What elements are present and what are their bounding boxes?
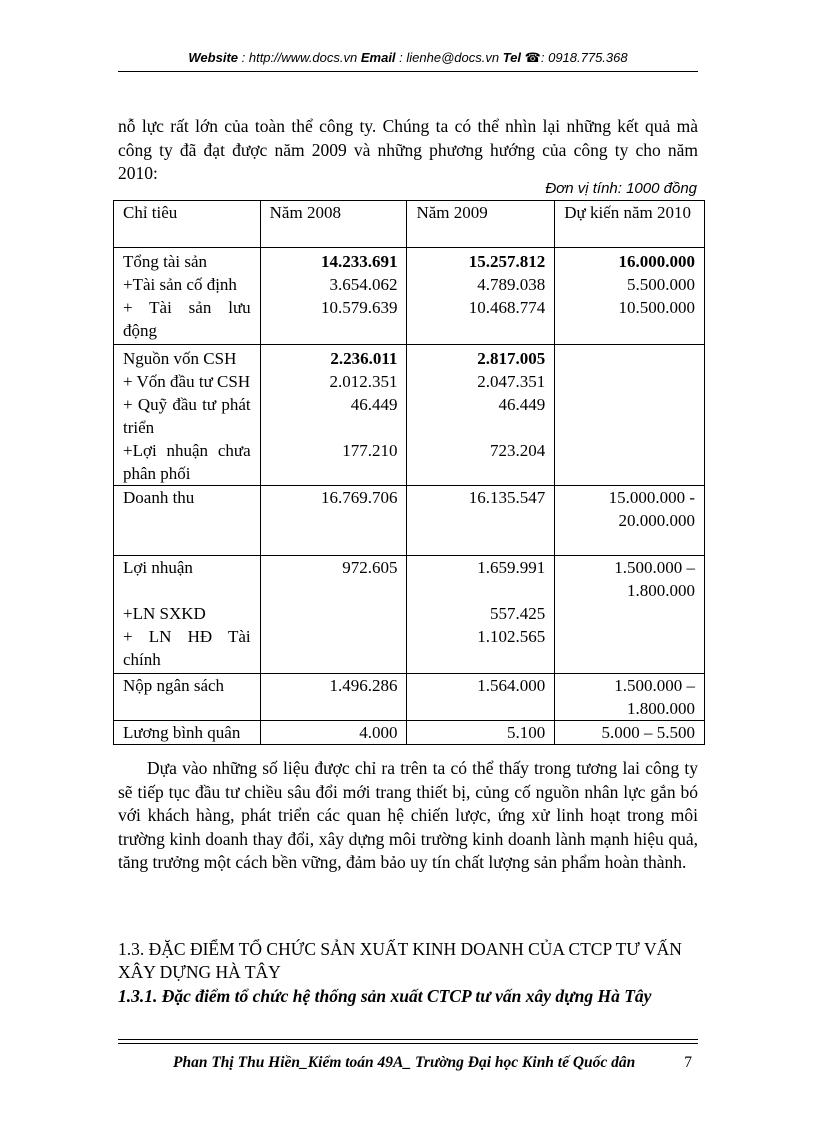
empty-cell [555,370,705,393]
table-row [114,721,705,745]
page-header [0,50,816,66]
revenue-label: Doanh thu [114,486,261,556]
table-row [114,370,705,393]
equity-total-2008: 2.236.011 [260,345,407,371]
empty-cell [555,393,705,439]
assets-current-2009: 10.468.774 [407,296,555,345]
table-row [114,674,705,721]
equity-fund-2008: 46.449 [260,393,407,439]
phone-icon: ☎ [524,50,541,65]
budget-2010-to: 1.800.000 [627,699,695,718]
empty-cell [260,602,407,625]
equity-fund-label: + Quỹ đầu tư phát triển [114,393,261,439]
profit-2008: 972.605 [260,556,407,603]
table-row [114,296,705,345]
salary-2008: 4.000 [260,721,407,745]
website-url[interactable]: : http://www.docs.vn [241,50,358,65]
assets-total-2008: 14.233.691 [260,248,407,274]
profit-2010-from: 1.500.000 – [614,558,695,577]
assets-current-2008: 10.579.639 [260,296,407,345]
table-row [114,273,705,296]
assets-total-label: Tổng tài sản [114,248,261,274]
assets-fixed-2010: 5.500.000 [555,273,705,296]
financial-table [113,200,705,745]
table-row [114,248,705,274]
revenue-2010-from: 15.000.000 - [608,488,695,507]
footer-divider-top [118,1039,698,1040]
revenue-2008: 16.769.706 [260,486,407,556]
equity-invest-2008: 2.012.351 [260,370,407,393]
profit-sxkd-2009: 557.425 [407,602,555,625]
profit-2010-to: 1.800.000 [627,581,695,600]
profit-label: Lợi nhuận [114,556,261,603]
equity-retained-label: +Lợi nhuận chưa phân phối [114,439,261,486]
equity-invest-label: + Vốn đầu tư CSH [114,370,261,393]
email-address[interactable]: : lienhe@docs.vn [399,50,500,65]
assets-current-label: + Tài sản lưu động [114,296,261,345]
table-row [114,486,705,556]
budget-2009: 1.564.000 [407,674,555,721]
conclusion-paragraph: Dựa vào những số liệu được chỉ ra trên ta có thể thấy trong tương lai công ty sẽ tiếp tục đầu tư chiều sâu đổi mới trang thiết bị, củng cố nguồn nhân lực gắn bó với khách hàng, phát triển các quan hệ chiến lược, ứng xử linh hoạt trong môi trường kinh doanh thay đổi, xây dựng môi trường kinh doanh lành mạnh hiệu quả, tăng trưởng một cách bền vững, đảm bảo uy tín chất lượng sản phẩm hoàn thành. [118,758,698,872]
assets-fixed-label: +Tài sản cố định [114,273,261,296]
salary-2009: 5.100 [407,721,555,745]
equity-total-label: Nguồn vốn CSH [114,345,261,371]
table-header-row [114,201,705,248]
subsection-heading: 1.3.1. Đặc điểm tổ chức hệ thống sản xuất CTCP tư vấn xây dựng Hà Tây [118,986,652,1006]
tel-number: : 0918.775.368 [540,50,628,65]
website-label: Website [188,50,238,65]
equity-retained-2008: 177.210 [260,439,407,486]
empty-cell [555,345,705,371]
table-row [114,393,705,439]
email-label: Email [360,50,396,65]
intro-paragraph: nỗ lực rất lớn của toàn thể công ty. Chúng ta có thể nhìn lại những kết quả mà công ty đã đạt được năm 2009 và những phương hướng của công ty cho năm 2010: [118,116,698,183]
header-cell: Năm 2008 [260,201,407,248]
assets-current-2010: 10.500.000 [555,296,705,345]
header-divider [118,71,698,72]
unit-note: Đơn vị tính: 1000 đồng [545,180,697,197]
empty-cell [260,625,407,674]
salary-label: Lương bình quân [114,721,261,745]
table-row [114,602,705,625]
assets-fixed-2009: 4.789.038 [407,273,555,296]
table-row [114,345,705,371]
budget-2010 [555,674,705,721]
header-cell: Năm 2009 [407,201,555,248]
profit-2010 [555,556,705,603]
equity-fund-2009: 46.449 [407,393,555,439]
assets-fixed-2008: 3.654.062 [260,273,407,296]
profit-fin-label: + LN HĐ Tài chính [114,625,261,674]
revenue-2010 [555,486,705,556]
header-cell: Dự kiến năm 2010 [555,201,705,248]
assets-total-2009: 15.257.812 [407,248,555,274]
table-row [114,625,705,674]
assets-total-2010: 16.000.000 [555,248,705,274]
empty-cell [555,625,705,674]
equity-retained-2009: 723.204 [407,439,555,486]
section-heading: 1.3. ĐẶC ĐIỂM TỔ CHỨC SẢN XUẤT KINH DOANH CỦA CTCP TƯ VẤN XÂY DỰNG HÀ TÂY [118,939,682,982]
budget-2010-from: 1.500.000 – [614,676,695,695]
tel-label: Tel [502,50,522,65]
profit-2009: 1.659.991 [407,556,555,603]
profit-sxkd-label: +LN SXKD [114,602,261,625]
equity-total-2009: 2.817.005 [407,345,555,371]
profit-fin-2009: 1.102.565 [407,625,555,674]
footer-divider-bottom [118,1043,698,1044]
table-row [114,439,705,486]
equity-invest-2009: 2.047.351 [407,370,555,393]
table-row [114,556,705,603]
salary-2010: 5.000 – 5.500 [555,721,705,745]
footer-author-line: Phan Thị Thu Hiền_Kiểm toán 49A_ Trường Đại học Kinh tế Quốc dân [173,1054,636,1071]
empty-cell [555,439,705,486]
empty-cell [555,602,705,625]
budget-2008: 1.496.286 [260,674,407,721]
page-number: 7 [684,1054,692,1071]
header-cell: Chỉ tiêu [114,201,261,248]
revenue-2009: 16.135.547 [407,486,555,556]
budget-label: Nộp ngân sách [114,674,261,721]
revenue-2010-to: 20.000.000 [618,511,695,530]
